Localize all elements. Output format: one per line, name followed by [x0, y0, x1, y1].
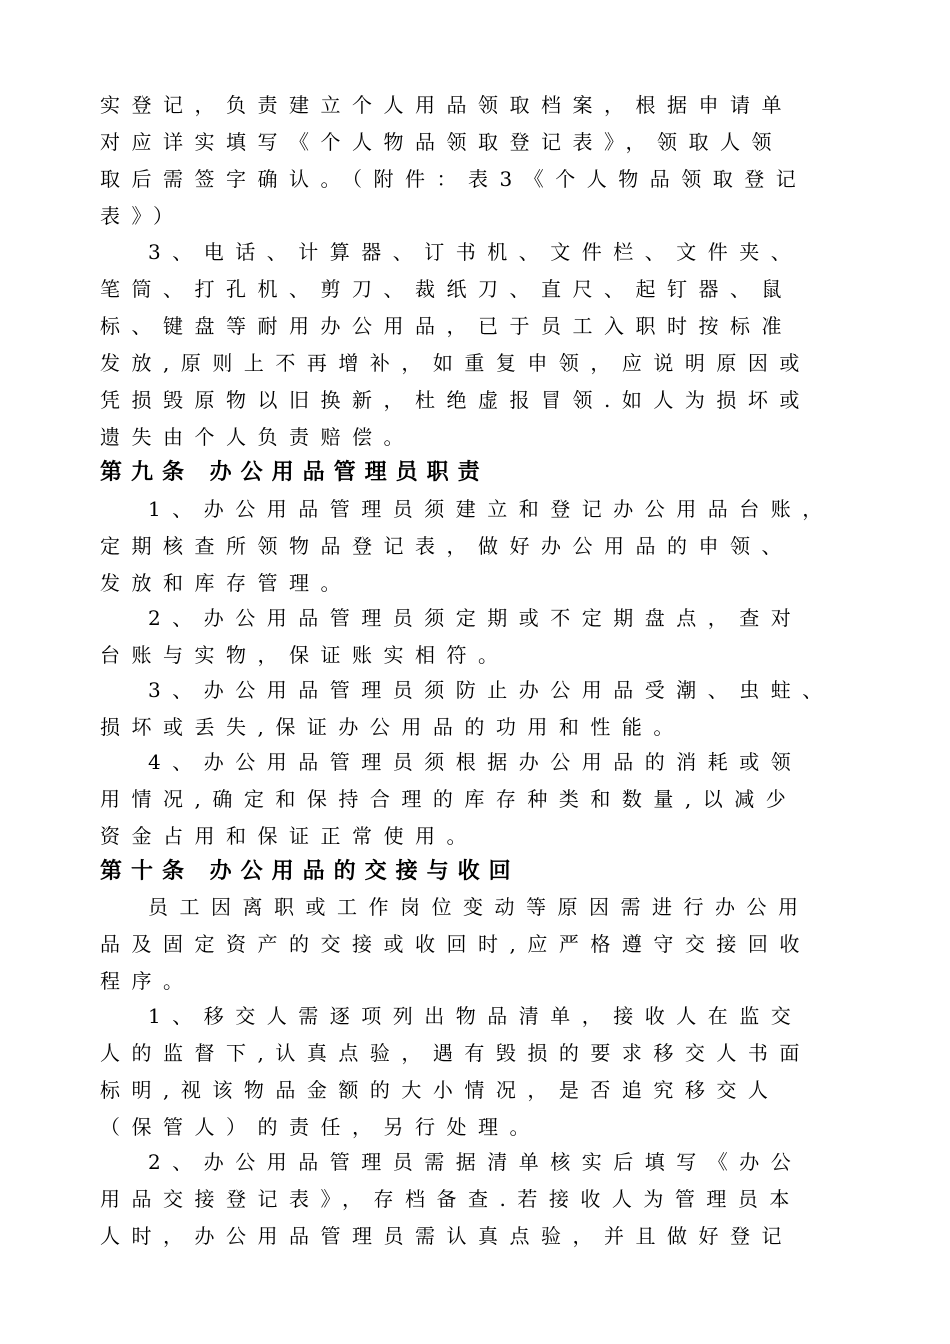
text-line: 标、键盘等耐用办公用品，已于员工入职时按标准 [100, 314, 793, 338]
text-line: 程序。 [100, 969, 195, 993]
paragraph-start-line: 2、办公用品管理员须定期或不定期盘点，查对 [148, 606, 803, 630]
paragraph-start-line: 3、电话、计算器、订书机、文件栏、文件夹、 [148, 240, 803, 264]
text-line: 用情况,确定和保持合理的库存种类和数量,以减少 [100, 787, 798, 811]
paragraph-start-line: 2、办公用品管理员需据清单核实后填写《办公 [148, 1150, 803, 1174]
text-line: 台账与实物，保证账实相符。 [100, 643, 510, 667]
paragraph-start-line: 员工因离职或工作岗位变动等原因需进行办公用 [148, 895, 810, 919]
text-line: 损坏或丢失,保证办公用品的功用和性能。 [100, 715, 685, 739]
text-line: 人的监督下,认真点验，遇有毁损的要求移交人书面 [100, 1041, 811, 1065]
text-line: 对应详实填写《个人物品领取登记表》，领取人领 [100, 130, 783, 154]
paragraph-start-line: 4、办公用品管理员须根据办公用品的消耗或领 [148, 750, 803, 774]
paragraph-start-line: 3、办公用品管理员须防止办公用品受潮、虫蛀、 [148, 678, 834, 702]
text-line: 资金占用和保证正常使用。 [100, 824, 478, 848]
text-line: 凭损毁原物以旧换新，杜绝虚报冒领.如人为损坏或 [100, 388, 811, 412]
text-line: 发放和库存管理。 [100, 571, 352, 595]
text-line: （保管人）的责任，另行处理。 [100, 1115, 541, 1139]
text-line: 品及固定资产的交接或收回时,应严格遵守交接回收 [100, 932, 811, 956]
text-line: 定期核查所领物品登记表，做好办公用品的申领、 [100, 534, 793, 558]
text-line: 表》） [100, 204, 185, 228]
text-line: 遗失由个人负责赔偿。 [100, 425, 415, 449]
paragraph-start-line: 1、移交人需逐项列出物品清单，接收人在监交 [148, 1004, 803, 1028]
paragraph-start-line: 1、办公用品管理员须建立和登记办公用品台账， [148, 497, 834, 521]
text-line: 标明,视该物品金额的大小情况，是否追究移交人 [100, 1078, 780, 1102]
text-line: 笔筒、打孔机、剪刀、裁纸刀、直尺、起钉器、鼠 [100, 277, 793, 301]
text-line: 发放,原则上不再增补，如重复申领，应说明原因或 [100, 351, 811, 375]
section-heading: 第九条 办公用品管理员职责 [100, 460, 489, 485]
section-heading: 第十条 办公用品的交接与收回 [100, 859, 520, 884]
text-line: 取后需签字确认。（附件：表3《个人物品领取登记 [100, 167, 808, 191]
text-line: 实登记，负责建立个人用品领取档案，根据申请单 [100, 93, 793, 117]
text-line: 用品交接登记表》，存档备查.若接收人为管理员本 [100, 1187, 801, 1211]
text-line: 人时，办公用品管理员需认真点验，并且做好登记 [100, 1224, 793, 1248]
